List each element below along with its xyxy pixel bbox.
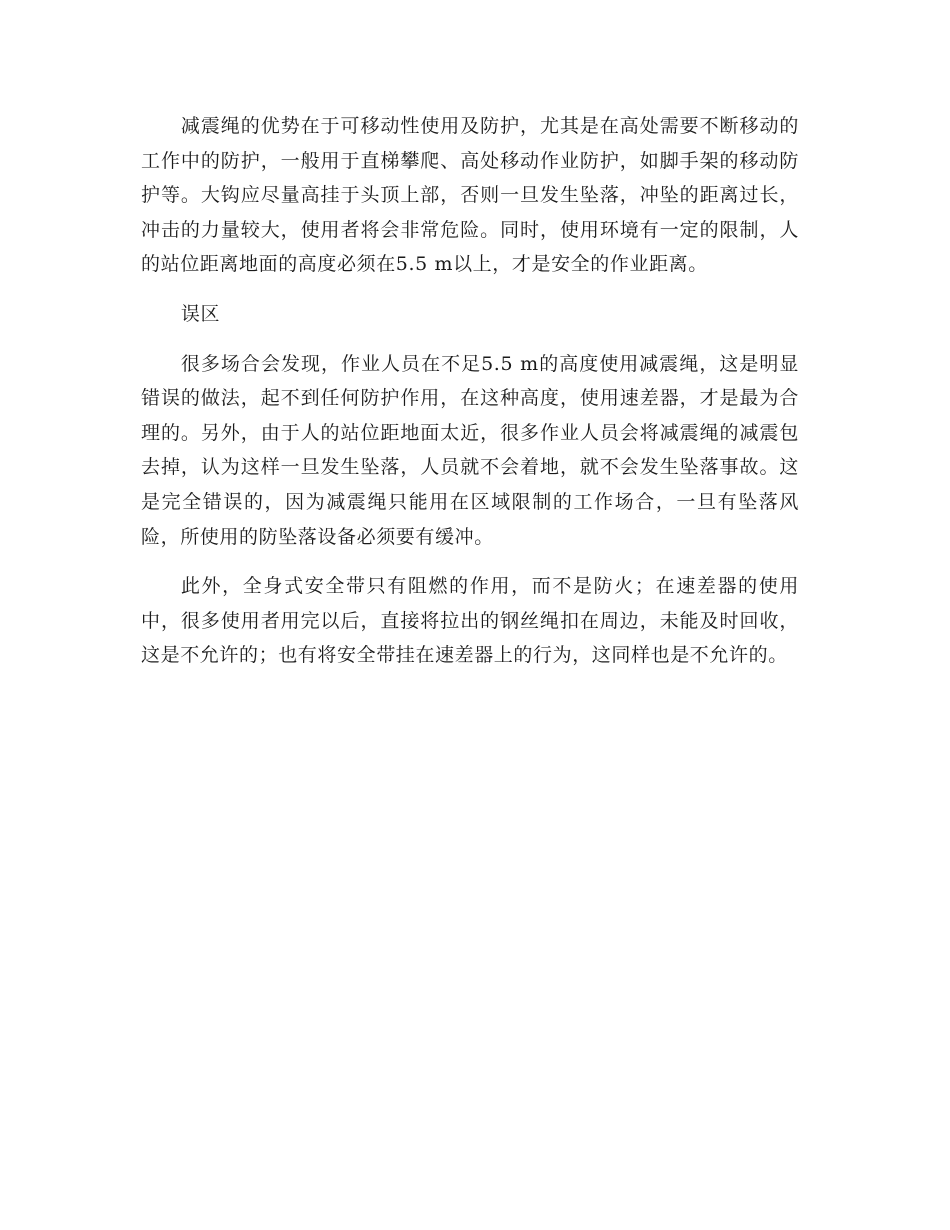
document-body bbox=[141, 109, 799, 688]
paragraph-additional-notes: 此外，全身式安全带只有阻燃的作用，而不是防火；在速差器的使用中，很多使用者用完以后，直接将拉出的钢丝绳扣在周边，未能及时回收，这是不允许的；也有将安全带挂在速差器上的行为，这同样也是不允许的。 bbox=[141, 575, 799, 667]
section-heading-misconceptions: 误区 bbox=[180, 302, 221, 325]
paragraph-misconception-details: 很多场合会发现，作业人员在不足5.5 m的高度使用减震绳，这是明显错误的做法，起不到任何防护作用，在这种高度，使用速差器，才是最为合理的。另外，由于人的站位距地面太近，很多作业人员会将减震绳的减震包去掉，认为这样一旦发生坠落，人员就不会着地，就不会发生坠落事故。这是完全错误的，因为减震绳只能用在区域限制的工作场合，一旦有坠落风险，所使用的防坠落设备必须要有缓冲。 bbox=[141, 352, 799, 548]
paragraph-shock-absorbing-lanyard-advantages: 减震绳的优势在于可移动性使用及防护，尤其是在高处需要不断移动的工作中的防护，一般用于直梯攀爬、高处移动作业防护，如脚手架的移动防护等。大钩应尽量高挂于头顶上部，否则一旦发生坠落，冲坠的距离过长，冲击的力量较大，使用者将会非常危险。同时，使用环境有一定的限制，人的站位距离地面的高度必须在5.5 m以上，才是安全的作业距离。 bbox=[141, 115, 799, 276]
